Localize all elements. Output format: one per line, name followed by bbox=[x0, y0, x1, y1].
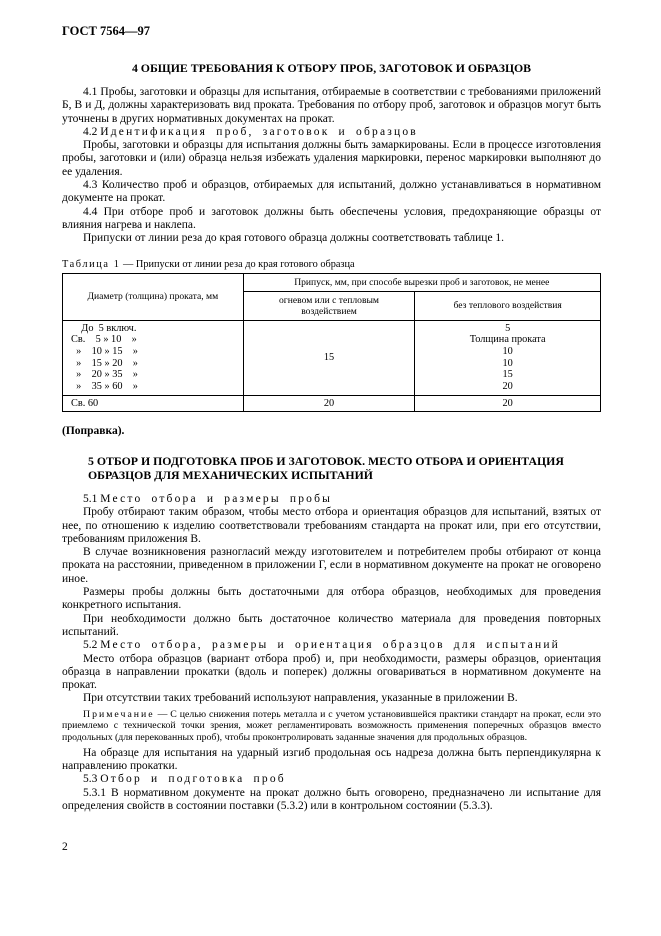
allowance-value: 20 bbox=[243, 395, 415, 411]
clause-5-3-number: 5.3 bbox=[83, 773, 98, 786]
paragraph-5-1-sampling: Пробу отбирают таким образом, чтобы место отбора и ориентация образцов для испытаний, взятых от нее, по отношению к изделию соответствовали требованиям стандарта на прокат или, при его отсутствии, требованиям приложения В. bbox=[62, 506, 601, 545]
diameter-range: До 5 включ. bbox=[71, 322, 137, 334]
paragraph-marking: Пробы, заготовки и образцы для испытания должны быть замаркированы. Если в процессе изготовления пробы, заготовки и (или) образца нельзя избежать удаления маркировки, перенос маркировки выполняют до ее удаления. bbox=[62, 139, 601, 178]
note-text: — С целью снижения потерь металла и с учетом установившейся практики стандарт на прокат, если это приемлемо с технической точки зрения, может регламентировать возможность применения поперечных образцов вместо продольных (для перекованных проб), чтобы проконтролировать заданные значения для продольных образцов. bbox=[62, 708, 601, 744]
table-1-col-header-diameter: Диаметр (толщина) проката, мм bbox=[63, 273, 244, 320]
note-label: Примечание bbox=[83, 708, 155, 720]
diameter-range: Св. 60 bbox=[63, 395, 244, 411]
paragraph-5-2-directions: При отсутствии таких требований используют направления, указанные в приложении В. bbox=[83, 692, 518, 705]
paragraph-5-1-disputes: В случае возникновения разногласий между изготовителем и потребителем пробы отбирают от конца проката на расстоянии, приведенном в приложении Г, если в нормативном документе на прокат не оговорено иное. bbox=[62, 546, 601, 585]
note-block bbox=[62, 709, 601, 744]
table-1-header-row-1 bbox=[63, 273, 601, 291]
clause-5-3-heading bbox=[62, 773, 601, 786]
table-1-caption-text: — Припуски от линии реза до края готового образца bbox=[123, 258, 355, 270]
diameter-range: » 35 » 60 » bbox=[71, 381, 138, 393]
section-4-title: 4 ОБЩИЕ ТРЕБОВАНИЯ К ОТБОРУ ПРОБ, ЗАГОТОВОК И ОБРАЗЦОВ bbox=[131, 61, 532, 75]
diameter-range: » 10 » 15 » bbox=[71, 345, 138, 357]
table-1-row-over-60 bbox=[63, 395, 601, 411]
diameter-range: » 15 » 20 » bbox=[71, 357, 138, 369]
clause-5-1-number: 5.1 bbox=[83, 492, 98, 505]
diameter-range: » 20 » 35 » bbox=[71, 369, 138, 381]
clause-5-2-text: Место отбора, размеры и ориентация образцов для испытаний bbox=[100, 639, 561, 652]
paragraph-5-2-impact-test: На образце для испытания на ударный изгиб продольная ось надреза должна быть перпендикулярна к направлению прокатки. bbox=[62, 746, 601, 773]
paragraph-5-1-sizes: Размеры пробы должны быть достаточными для отбора образцов, необходимых для проведения конкретного испытания. bbox=[62, 586, 601, 612]
clause-4-2-text: Идентификация проб, заготовок и образцов bbox=[100, 125, 418, 138]
clause-4-2-number: 4.2 bbox=[83, 125, 98, 138]
allowance-value: 20 bbox=[502, 381, 513, 393]
diameter-range-list bbox=[63, 320, 244, 395]
page-number: 2 bbox=[62, 841, 68, 853]
paragraph-allowances: Припуски от линии реза до края готового образца должны соответствовать таблице 1. bbox=[83, 232, 505, 245]
clause-5-3-text: Отбор и подготовка проб bbox=[100, 773, 286, 786]
clause-5-1-heading bbox=[62, 493, 601, 506]
paragraph-4-4: 4.4 При отборе проб и заготовок должны быть обеспечены условия, предохраняющие образцы от влияния нагрева и наклепа. bbox=[62, 205, 601, 231]
paragraph-4-3: 4.3 Количество проб и образцов, отбираемых для испытаний, должно устанавливаться в нормативном документе на прокат. bbox=[62, 179, 601, 205]
table-1-caption-label: Таблица 1 bbox=[62, 258, 121, 270]
table-1-col-header-thermal-cut: огневом или с тепловым воздействием bbox=[243, 291, 415, 320]
section-5-title bbox=[62, 454, 601, 483]
table-1-col-header-no-thermal-cut: без теплового воздействия bbox=[415, 291, 601, 320]
diameter-range: Св. 5 » 10 » bbox=[71, 334, 137, 346]
allowance-value: Толщина проката bbox=[469, 334, 546, 346]
clause-5-1-text: Место отбора и размеры пробы bbox=[100, 492, 333, 505]
table-1-row-group bbox=[63, 320, 601, 395]
table-1-col-header-allowance: Припуск, мм, при способе вырезки проб и заготовок, не менее bbox=[243, 273, 600, 291]
paragraph-5-3-1: 5.3.1 В нормативном документе на прокат должно быть оговорено, предназначено ли испытание для определения свойств в состоянии поставки (5.3.2) или в контрольном состоянии (5.3.3). bbox=[62, 786, 601, 813]
allowance-value: 10 bbox=[502, 357, 513, 369]
table-1-caption bbox=[62, 259, 601, 270]
standard-number: ГОСТ 7564—97 bbox=[62, 24, 151, 38]
paragraph-5-1-repeat-tests: При необходимости должно быть достаточное количество материала для проведения повторных испытаний. bbox=[62, 612, 601, 638]
allowance-value: 20 bbox=[415, 395, 601, 411]
table-1 bbox=[62, 273, 601, 412]
amendment-note: (Поправка). bbox=[62, 424, 125, 437]
allowance-value: 10 bbox=[502, 345, 513, 357]
allowance-thermal-group-value: 15 bbox=[243, 320, 415, 395]
section-5-title-line-1: 5 ОТБОР И ПОДГОТОВКА ПРОБ И ЗАГОТОВОК. МЕСТО ОТБОРА И ОРИЕНТАЦИЯ bbox=[88, 453, 564, 468]
allowance-value: 5 bbox=[505, 322, 511, 334]
clause-5-2-number: 5.2 bbox=[83, 639, 98, 652]
paragraph-5-2-location: Место отбора образцов (вариант отбора проб) и, при необходимости, размеры образцов, ориентация образца в направлении прокатки (вдоль и поперек) должны оговариваться в нормативном документе на прокат. bbox=[62, 652, 601, 692]
allowance-no-thermal-list bbox=[415, 320, 601, 395]
paragraph-4-1: 4.1 Пробы, заготовки и образцы для испытания, отбираемые в соответствии с требованиями приложений Б, В и Д, должны характеризовать вид проката. Требования по отбору проб, заготовок и образцов могут быть уточнены в других нормативных документах на прокат. bbox=[62, 86, 601, 125]
clause-5-2-heading bbox=[62, 639, 601, 652]
section-5-title-line-2: ОБРАЗЦОВ ДЛЯ МЕХАНИЧЕСКИХ ИСПЫТАНИЙ bbox=[88, 468, 373, 483]
allowance-value: 15 bbox=[502, 369, 513, 381]
clause-4-2-heading bbox=[62, 126, 601, 139]
